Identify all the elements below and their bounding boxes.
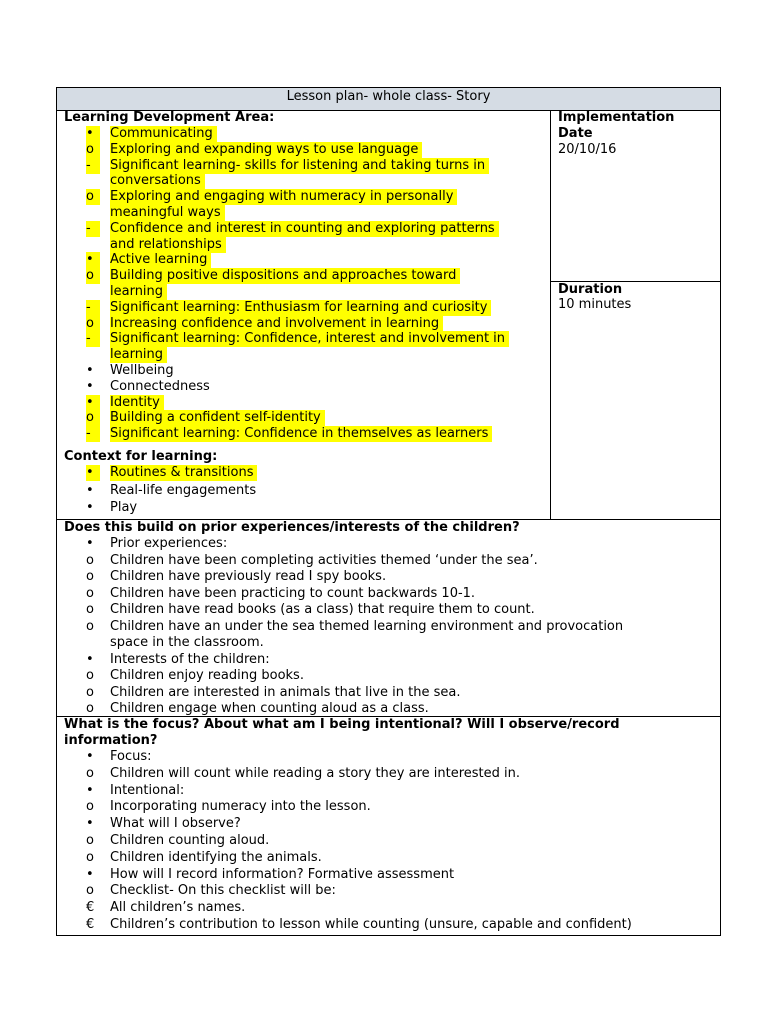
list-item-text: Children will count while reading a story they are interested in. (110, 765, 521, 781)
list-item-text: Intentional: (110, 782, 185, 798)
list-item-text: Children have read books (as a class) that require them to count. (110, 602, 535, 617)
bullet-marker: • (86, 395, 100, 411)
list-item-text: Children enjoy reading books. (110, 668, 304, 683)
list-item-text: How will I record information? Formative assessment (110, 866, 455, 882)
list-item-text: Incorporating numeracy into the lesson. (110, 799, 371, 815)
list-item-text: Communicating (110, 126, 217, 142)
bullet-marker: • (86, 252, 100, 268)
list-item-text: learning (110, 284, 167, 300)
list-item-text: Increasing confidence and involvement in learning (110, 316, 443, 332)
list-item-text: Confidence and interest in counting and exploring patterns (110, 221, 499, 237)
bullet-marker: o (86, 799, 94, 815)
list-item-text: Significant learning: Confidence in themselves as learners (110, 426, 492, 442)
bullet-marker: o (86, 701, 94, 716)
context-heading: Context for learning: (64, 449, 218, 464)
list-item-text: Interests of the children: (110, 651, 270, 667)
bullet-marker: • (86, 536, 94, 551)
list-item-text: Play (110, 500, 138, 515)
prior-heading: Does this build on prior experiences/interests of the children? (64, 520, 520, 535)
bullet-marker: - (86, 426, 100, 442)
bullet-marker: • (86, 378, 94, 394)
bullet-marker: • (86, 782, 94, 798)
list-item-text: space in the classroom. (110, 635, 264, 650)
list-item-text: Exploring and expanding ways to use language (110, 142, 422, 158)
bullet-marker: o (86, 833, 94, 848)
learning-development-heading: Learning Development Area: (64, 110, 275, 125)
list-item-text: meaningful ways (110, 205, 225, 221)
implementation-cell (551, 110, 720, 282)
bullet-marker: • (86, 866, 94, 882)
bullet-marker: o (86, 189, 100, 205)
list-item-text: Active learning (110, 252, 211, 268)
duration-heading: Duration (558, 282, 623, 297)
bullet-marker: • (86, 126, 100, 142)
list-item-text: Children have been practicing to count backwards 10-1. (110, 585, 476, 601)
lesson-plan-table (56, 87, 721, 936)
bullet-marker: € (86, 917, 95, 932)
list-item-text: Identity (110, 395, 164, 411)
duration-cell (551, 282, 720, 520)
list-item-text: Children are interested in animals that live in the sea. (110, 684, 461, 700)
list-item-text: and relationships (110, 237, 226, 253)
list-item-text: Connectedness (110, 378, 210, 394)
list-item-text: Children counting aloud. (110, 833, 270, 848)
list-item-text: Focus: (110, 749, 152, 764)
list-item-text: Children have previously read I spy books. (110, 569, 387, 584)
list-item-text: Exploring and engaging with numeracy in personally (110, 189, 457, 205)
bullet-marker: • (86, 482, 94, 498)
bullet-marker: - (86, 221, 100, 237)
bullet-marker: - (86, 300, 100, 316)
implementation-heading: Implementation (558, 110, 675, 125)
bullet-marker: € (86, 900, 95, 916)
bullet-marker: o (86, 410, 100, 426)
list-item-text: Children have an under the sea themed learning environment and provocation (110, 618, 624, 634)
learning-development-cell (57, 110, 551, 520)
list-item-text: Checklist- On this checklist will be: (110, 883, 336, 899)
list-item-text: All children’s names. (110, 900, 246, 916)
list-item-text: Wellbeing (110, 363, 174, 378)
list-item-text: Significant learning: Enthusiasm for learning and curiosity (110, 300, 491, 316)
bullet-marker: o (86, 602, 94, 617)
bullet-marker: o (86, 142, 100, 158)
bullet-marker: o (86, 765, 94, 781)
list-item-text: Prior experiences: (110, 536, 228, 551)
implementation-date-value: 20/10/16 (558, 142, 617, 157)
bullet-marker: o (86, 668, 94, 683)
bullet-marker: o (86, 552, 94, 568)
bullet-marker: • (86, 749, 94, 764)
bullet-marker: - (86, 158, 100, 174)
list-item-text: Building a confident self-identity (110, 410, 325, 426)
list-item-text: Children engage when counting aloud as a class. (110, 701, 429, 716)
list-item-text: Routines & transitions (110, 465, 257, 481)
bullet-marker: • (86, 363, 94, 378)
list-item-text: Children’s contribution to lesson while counting (unsure, capable and confident) (110, 917, 632, 932)
list-item-text: conversations (110, 173, 205, 189)
list-item-text: Real-life engagements (110, 482, 257, 498)
bullet-marker: o (86, 883, 94, 899)
bullet-marker: • (86, 500, 94, 515)
bullet-marker: • (86, 465, 100, 481)
list-item-text: Children identifying the animals. (110, 849, 322, 865)
table-title: Lesson plan- whole class- Story (57, 88, 720, 111)
duration-value: 10 minutes (558, 297, 632, 312)
focus-heading-line1: What is the focus? About what am I being intentional? Will I observe/record (64, 717, 620, 732)
list-item-text: learning (110, 347, 167, 363)
list-item-text: Significant learning- skills for listening and taking turns in (110, 158, 489, 174)
list-item-text: Significant learning: Confidence, interest and involvement in (110, 331, 509, 347)
prior-experiences-cell (57, 520, 720, 717)
implementation-heading-date: Date (558, 126, 593, 141)
bullet-marker: • (86, 651, 94, 667)
bullet-marker: o (86, 268, 100, 284)
list-item-text: Building positive dispositions and approaches toward (110, 268, 460, 284)
bullet-marker: o (86, 849, 94, 865)
focus-cell (57, 717, 720, 935)
bullet-marker: o (86, 569, 94, 584)
focus-heading-line2: information? (64, 733, 158, 748)
bullet-marker: o (86, 316, 100, 332)
bullet-marker: • (86, 816, 94, 832)
list-item-text: Children have been completing activities themed ‘under the sea’. (110, 552, 538, 568)
bullet-marker: o (86, 618, 94, 634)
bullet-marker: o (86, 585, 94, 601)
bullet-marker: o (86, 684, 94, 700)
list-item-text: What will I observe? (110, 816, 241, 832)
bullet-marker: - (86, 331, 100, 347)
